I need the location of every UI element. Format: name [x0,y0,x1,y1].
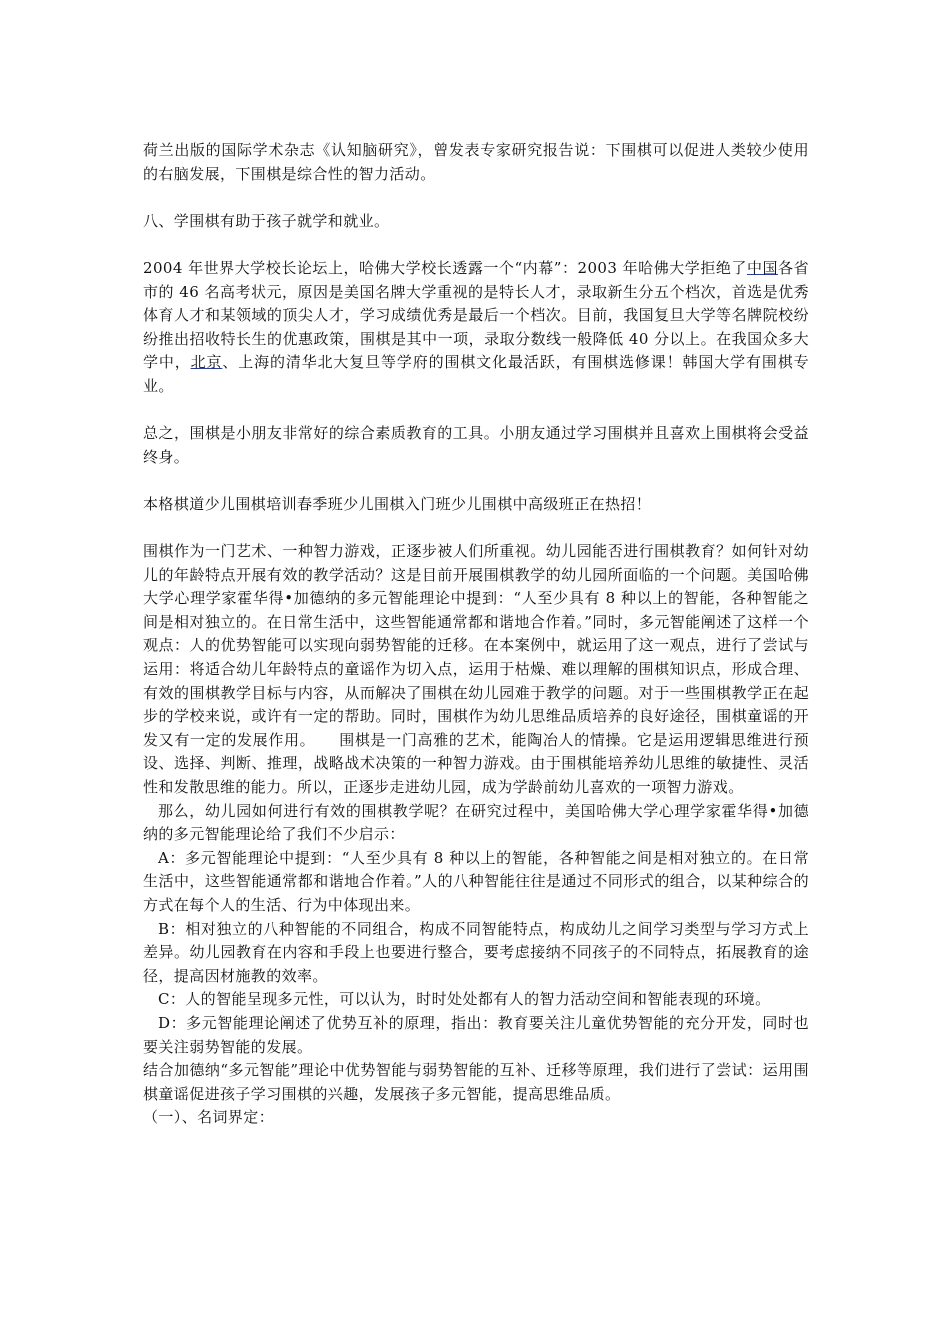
paragraph-conclusion: 结合加德纳“多元智能”理论中优势智能与弱势智能的互补、迁移等原理，我们进行了尝试：运用围棋童谣促进孩子学习围棋的兴趣，发展孩子多元智能，提高思维品质。 [143,1061,809,1103]
paragraph-go-as-art: 围棋作为一门艺术、一种智力游戏，正逐步被人们所重视。幼儿园能否进行围棋教育？如何针对幼儿的年龄特点开展有效的教学活动？这是目前开展围棋教学的幼儿园所面临的一个问题。美国哈佛大学心理学家霍华得•加德纳的多元智能理论中提到：“人至少具有 8 种以上的智能，各种智能之间是相对独立的。在日常生活中，这些智能通常都和谐地合作着。”同时，多元智能阐述了这样一个观点：人的优势智能可以实现向弱势智能的迁移。在本案例中，就运用了这一观点，进行了尝试与运用：将适合幼儿年龄特点的童谣作为切入点，运用于枯燥、难以理解的围棋知识点，形成合理、有效的围棋教学目标与内容，从而解决了围棋在幼儿园难于教学的问题。对于一些围棋教学正在起步的学校来说，或许有一定的帮助。同时，围棋作为幼儿思维品质培养的良好途径，围棋童谣的开发又有一定的发展作用。 围棋是一门高雅的艺术，能陶冶人的情操。它是运用逻辑思维进行预设、选择、判断、推理，战略战术决策的一种智力游戏。由于围棋能培养幼儿思维的敏捷性、灵活性和发散思维的能力。所以，正逐步走进幼儿园，成为学龄前幼儿喜欢的一项智力游戏。 [143,542,809,797]
harvard-text-c: 、上海的清华北大复旦等学府的围棋文化最活跃，有围棋选修课！韩国大学有围棋专业。 [143,353,809,395]
paragraph-brain-research: 荷兰出版的国际学术杂志《认知脑研究》，曾发表专家研究报告说：下围棋可以促进人类较少使用的右脑发展，下围棋是综合性的智力活动。 [143,141,809,183]
heading-term-definition: （一）、名词界定： [143,1108,275,1127]
paragraph-point-a: A：多元智能理论中提到：“人至少具有 8 种以上的智能，各种智能之间是相对独立的。在日常生活中，这些智能通常都和谐地合作着。”人的八种智能往往是通过不同形式的组合，以某种综合的方式在每个人的生活、行为中体现出来。 [143,848,809,914]
paragraph-point-c: C：人的智能呈现多元性，可以认为，时时处处都有人的智力活动空间和智能表现的环境。 [158,990,771,1009]
heading-section-eight: 八、学围棋有助于孩子就学和就业。 [143,211,390,230]
harvard-text-a: 2004 年世界大学校长论坛上，哈佛大学校长透露一个“内幕”：2003 年哈佛大学拒绝了 [143,258,747,277]
harvard-text-b: 各省市的 46 名高考状元，原因是美国名牌大学重视的是特长人才，录取新生分五个档次，首选是优秀体育人才和某领域的顶尖人才，学习成绩优秀是最后一个档次。目前，我国复旦大学等名牌院校纷纷推出招收特长生的优惠政策，围棋是其中一项，录取分数线一般降低 40 分以上。在我国众多大学中， [143,258,809,372]
document-body [143,139,809,1130]
link-beijing[interactable]: 北京 [190,353,223,372]
paragraph-point-d: D：多元智能理论阐述了优势互补的原理，指出：教育要关注儿童优势智能的充分开发，同时也要关注弱势智能的发展。 [143,1013,809,1056]
paragraph-enrollment: 本格棋道少儿围棋培训春季班少儿围棋入门班少儿围棋中高级班正在热招！ [143,494,652,513]
paragraph-summary: 总之，围棋是小朋友非常好的综合素质教育的工具。小朋友通过学习围棋并且喜欢上围棋将会受益终身。 [143,424,809,466]
link-china[interactable]: 中国 [746,258,779,277]
paragraph-harvard [143,257,809,399]
paragraph-point-b: B：相对独立的八种智能的不同组合，构成不同智能特点，构成幼儿之间学习类型与学习方式上差异。幼儿园教育在内容和手段上也要进行整合，要考虑接纳不同孩子的不同特点，拓展教育的途径，提高因材施教的效率。 [143,919,809,985]
paragraph-how-to-teach: 那么，幼儿园如何进行有效的围棋教学呢？在研究过程中，美国哈佛大学心理学家霍华得•加德纳的多元智能理论给了我们不少启示： [143,801,809,844]
